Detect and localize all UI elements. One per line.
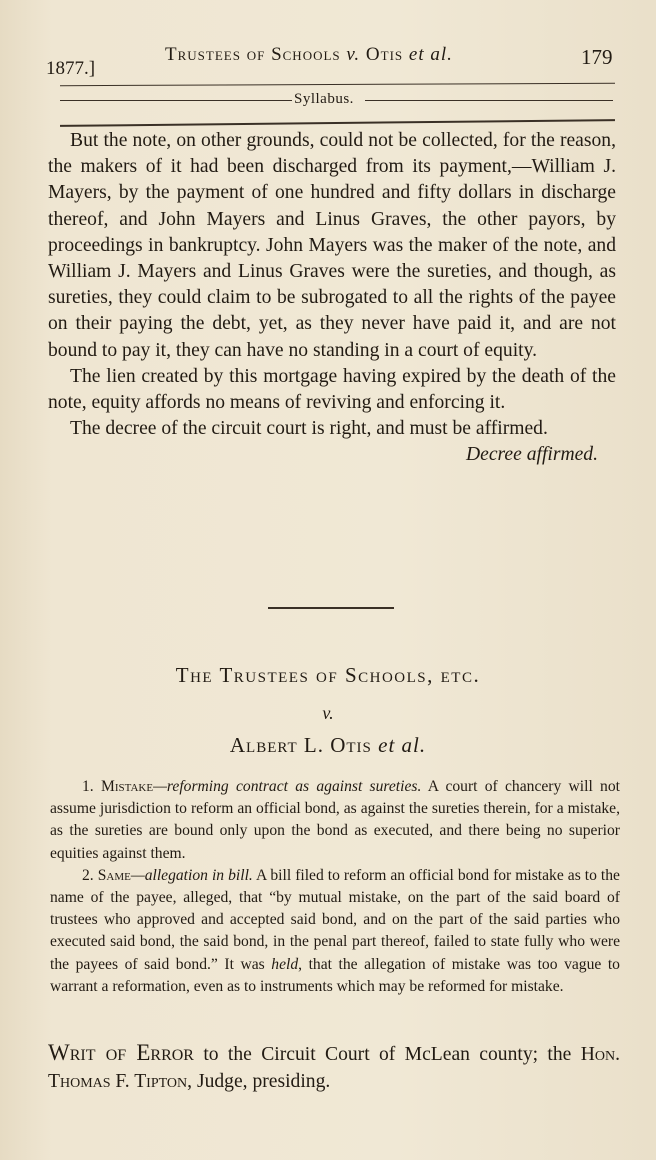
note-2-held: held (271, 955, 299, 973)
note-1-subhead: —reforming contract as against sureties. (153, 778, 422, 795)
running-title-etal: et al. (408, 44, 453, 65)
note-1-text: A court of chancery will not assume jurisdiction to reform an official bond, as against the sureties therein, for a mistake, as the sureties are bound only upon the bond as executed, and there being no superior equities against them. (50, 778, 620, 862)
writ-lead: Writ of Error (48, 1040, 194, 1065)
running-title-v: v. (346, 44, 361, 65)
case-party-name: Albert L. Otis (229, 733, 372, 757)
note-2 (50, 865, 620, 998)
note-1-number: 1. (82, 778, 94, 795)
body-paragraph-1: But the note, on other grounds, could not be collected, for the reason, the makers of it had been discharged from its payment,—William J. Mayers, by the payment of one hundred and fifty dollars in discharge thereof, and John Mayers and Linus Graves, the other payors, by proceedings in bankruptcy. John Mayers was the maker of the note, and William J. Mayers and Linus Graves were the sureties, and though, as sureties, they could claim to be subrogated to all the rights of the payee on their paying the debt, yet, as they never have paid it, and are not bound to pay it, they can have no standing in a court of equity. (48, 130, 616, 361)
running-title (165, 44, 453, 66)
syllabus-notes (50, 776, 620, 998)
running-title-party: Otis (365, 44, 404, 65)
section-rule-left (60, 100, 292, 101)
section-rule-right (365, 100, 613, 101)
page-number: 179 (581, 45, 613, 69)
section-label: Syllabus. (294, 91, 354, 107)
writ-of-error (48, 1039, 620, 1095)
decree-affirmed: Decree affirmed. (465, 444, 598, 466)
body-paragraph-3: The decree of the circuit court is right, and must be affirmed. (70, 418, 548, 440)
note-1-head: Mistake (100, 778, 154, 795)
case-versus: v. (322, 703, 334, 723)
writ-text: to the Circuit Court of McLean county; the (193, 1044, 581, 1065)
note-2-number: 2. (82, 866, 94, 884)
case-party (0, 733, 656, 758)
case-title: The Trustees of Schools, etc. (175, 663, 481, 687)
body-text (48, 128, 616, 469)
note-2-text: A bill filed to reform an official bond for mistake as to the name of the payee, alleged, that “by mutual mistake, on the part of the said board of trustees who approved and accepted said bond, and on the part of the said parties who executed said bond, the said bond, in the penal part thereof, failed to state fully who were the payees of said bond.” It was (50, 866, 620, 973)
case-party-etal: et al. (378, 733, 427, 757)
page-year: 1877.] (46, 58, 96, 79)
note-2-subhead: —allegation in bill. (130, 866, 253, 884)
running-title-trustees: Trustees of Schools (165, 44, 341, 65)
note-2-head: Same (97, 866, 131, 884)
writ-judge-role: , Judge, presiding. (187, 1071, 331, 1092)
body-paragraph-2: The lien created by this mortgage having expired by the death of the note, equity affords no means of reviving and enforcing it. (48, 365, 616, 414)
case-divider (268, 607, 394, 609)
header-rule (60, 83, 615, 87)
section-bottom-rule (60, 119, 615, 126)
note-1 (50, 776, 620, 865)
note-2-text-end: , that the allegation of mistake was too vague to warrant a reformation, even as to instruments which may be reformed for mistake. (50, 955, 620, 995)
writ-judge: Hon. Thomas F. Tipton (48, 1044, 621, 1092)
